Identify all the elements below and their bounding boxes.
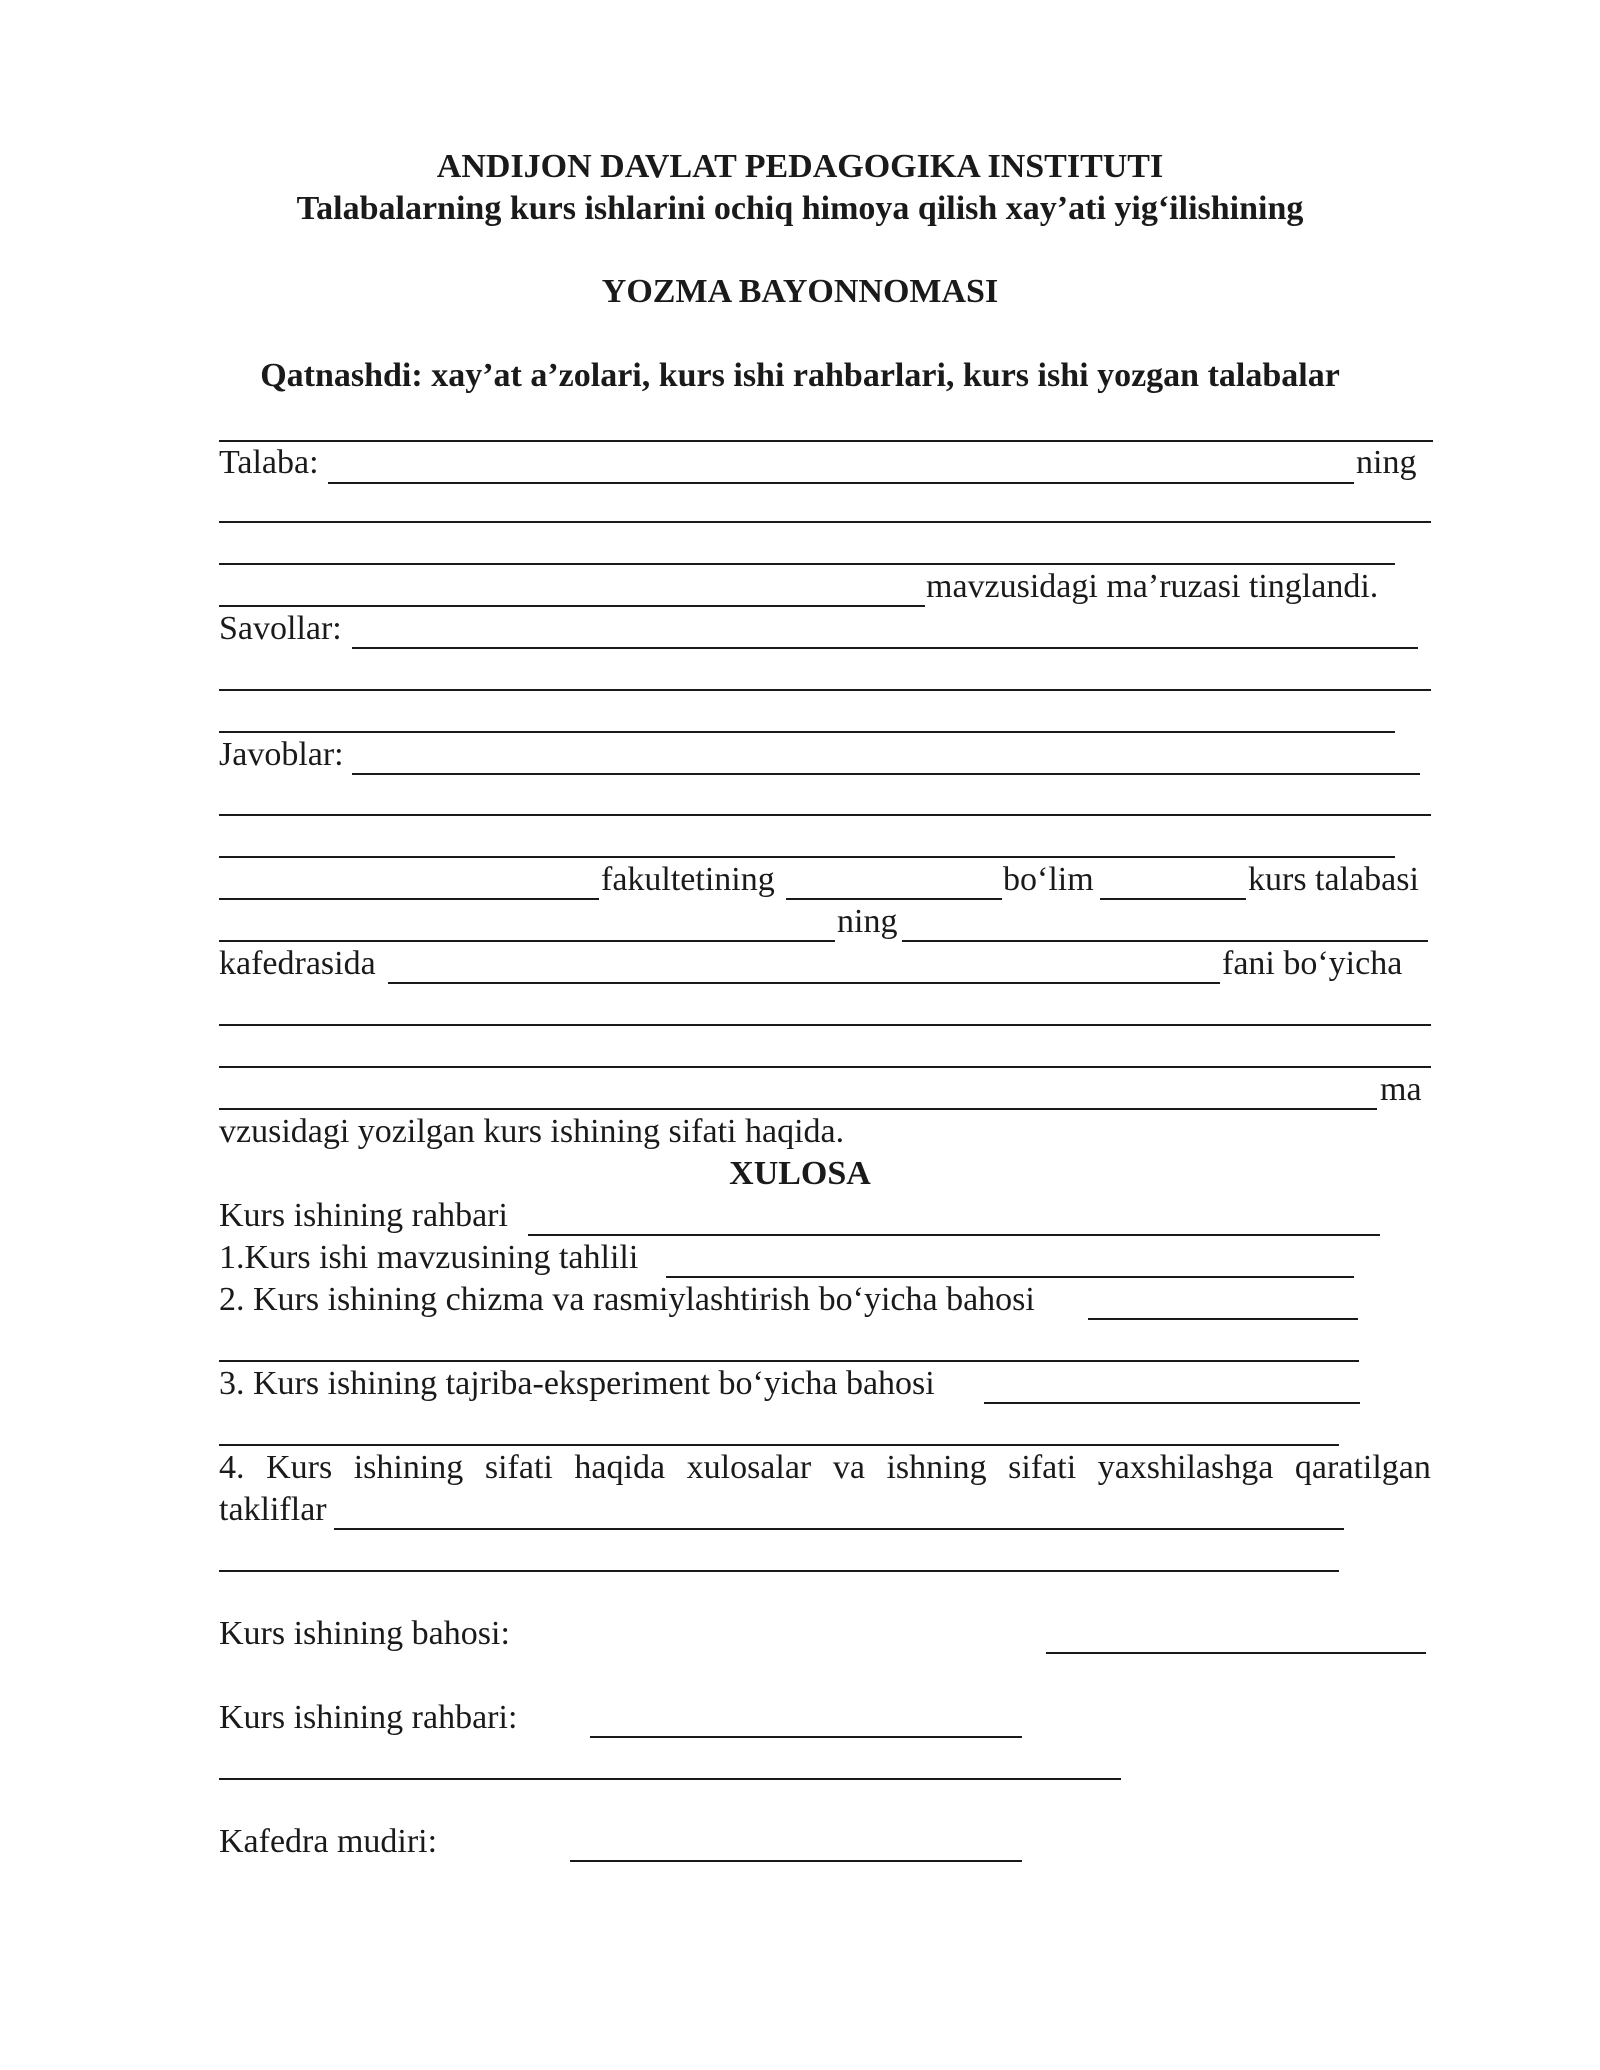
participants-line: Qatnashdi: xay’at a’zolari, kurs ishi rahbarlari, kurs ishi yozgan talabalar [260,357,1340,394]
item-4-word: yaxshilashga [1097,1449,1274,1486]
student-label: Talaba: [219,444,319,481]
questions-field-line-3[interactable] [219,731,1395,733]
ning-field[interactable] [902,940,1428,942]
faculty-field[interactable] [219,898,599,900]
head-of-department-label: Kafedra mudiri: [219,1823,438,1860]
item-2-label: 2. Kurs ishining chizma va rasmiylashtirish bo‘yicha bahosi [219,1281,1035,1318]
institution-name: ANDIJON DAVLAT PEDAGOGIKA INSTITUTI [436,148,1164,185]
item-4-word: haqida [574,1449,666,1486]
topic-suffix: mavzusidagi ma’ruzasi tinglandi. [926,568,1379,605]
item-4-word: sifati [484,1449,553,1486]
item-4-word: va [832,1449,865,1486]
blank-line[interactable] [219,440,1433,442]
department-field[interactable] [388,982,1220,984]
item-4-word: ishining [353,1449,464,1486]
item-4-field[interactable] [334,1528,1344,1530]
section-label: bo‘lim [1003,861,1094,898]
topic-field-line-3[interactable] [219,605,925,607]
ma-label: ma [1380,1071,1422,1108]
answers-label: Javoblar: [219,736,344,773]
ning-label: ning [837,903,898,940]
subject-field-line-1[interactable] [219,1024,1431,1026]
item-3-field[interactable] [984,1402,1360,1404]
subject-label: fani bo‘yicha [1222,945,1403,982]
item-4-word: ishning [886,1449,987,1486]
supervisor-signature-label: Kurs ishining rahbari: [219,1699,518,1736]
document-title: YOZMA BAYONNOMASI [601,273,999,310]
supervisor-field[interactable] [528,1234,1380,1236]
item-3-label: 3. Kurs ishining tajriba-eksperiment bo‘yicha bahosi [219,1365,935,1402]
student-ning: ning [1356,444,1417,481]
answers-field[interactable] [352,773,1420,775]
questions-field-line-2[interactable] [219,689,1431,691]
grade-field[interactable] [1046,1652,1426,1654]
item-4-label [219,1448,1431,1488]
item-1-label: 1.Kurs ishi mavzusining tahlili [219,1239,639,1276]
item-2-field[interactable] [1088,1318,1358,1320]
faculty-label: fakultetining [601,861,775,898]
supervisor-signature-field[interactable] [590,1736,1022,1738]
topic-field-line-2[interactable] [219,563,1395,565]
student-name-field[interactable] [328,482,1354,484]
item-4-word: qaratilgan [1294,1449,1431,1486]
document-subtitle: Talabalarning kurs ishlarini ochiq himoya qilish xay’ati yig‘ilishining [296,190,1304,227]
answers-field-line-2[interactable] [219,814,1431,816]
head-of-department-field[interactable] [570,1860,1022,1862]
item-1-field[interactable] [666,1276,1354,1278]
conclusion-title: XULOSA [729,1155,871,1192]
supervisor-line-label: Kurs ishining rahbari [219,1197,508,1234]
questions-label: Savollar: [219,610,342,647]
item-4-word: sifati [1008,1449,1077,1486]
department-label: kafedrasida [219,945,376,982]
questions-field[interactable] [352,647,1418,649]
item-4-suggestions-label: takliflar [219,1491,327,1528]
subject-field-line-3[interactable] [219,1108,1377,1110]
item-2-field-line-2[interactable] [219,1360,1359,1362]
year-field[interactable] [1100,898,1246,900]
grade-label: Kurs ishining bahosi: [219,1615,510,1652]
item-4-word: Kurs [266,1449,333,1486]
section-field[interactable] [786,898,1002,900]
name-field-2[interactable] [219,940,835,942]
topic-quality-line: vzusidagi yozilgan kurs ishining sifati haqida. [219,1113,845,1150]
subject-field-line-2[interactable] [219,1066,1431,1068]
topic-field-line-1[interactable] [219,521,1431,523]
supervisor-name-field[interactable] [219,1778,1121,1780]
answers-field-line-3[interactable] [219,856,1395,858]
item-3-field-line-2[interactable] [219,1444,1339,1446]
year-label: kurs talabasi [1248,861,1419,898]
item-4-field-line-2[interactable] [219,1570,1339,1572]
item-4-word: 4. [219,1449,245,1486]
item-4-word: xulosalar [686,1449,812,1486]
